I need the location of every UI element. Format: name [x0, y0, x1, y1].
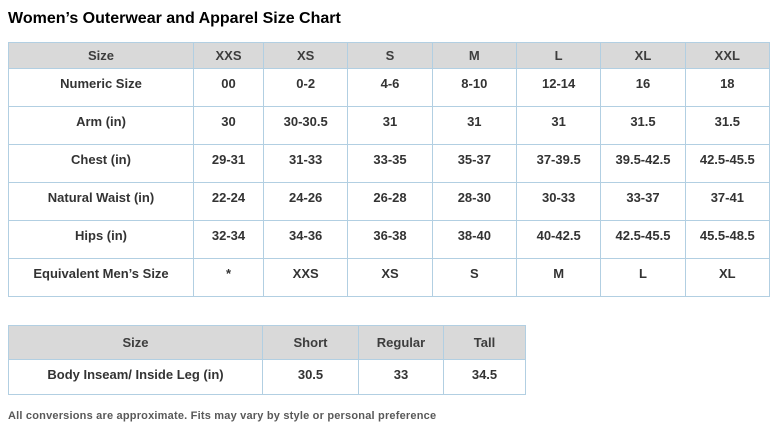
row-label: Body Inseam/ Inside Leg (in) [9, 360, 263, 395]
column-header: M [432, 43, 516, 69]
value-cell: 26-28 [348, 183, 432, 221]
footnote: All conversions are approximate. Fits may vary by style or personal preference [8, 410, 437, 422]
value-cell: 34-36 [264, 221, 348, 259]
value-cell: XS [348, 259, 432, 297]
column-header: Regular [359, 326, 444, 360]
value-cell: 30 [194, 107, 264, 145]
table-row [9, 221, 770, 259]
value-cell: 31 [348, 107, 432, 145]
value-cell: 22-24 [194, 183, 264, 221]
value-cell: 24-26 [264, 183, 348, 221]
value-cell: 42.5-45.5 [601, 221, 685, 259]
table-row [9, 69, 770, 107]
value-cell: 31.5 [601, 107, 685, 145]
value-cell: M [516, 259, 600, 297]
header-row [9, 326, 526, 360]
page-title: Women’s Outerwear and Apparel Size Chart [8, 10, 341, 27]
row-label: Numeric Size [9, 69, 194, 107]
value-cell: 00 [194, 69, 264, 107]
value-cell: 16 [601, 69, 685, 107]
value-cell: 31 [516, 107, 600, 145]
value-cell: 29-31 [194, 145, 264, 183]
value-cell: 42.5-45.5 [685, 145, 769, 183]
value-cell: S [432, 259, 516, 297]
column-header: XXS [194, 43, 264, 69]
value-cell: 8-10 [432, 69, 516, 107]
value-cell: 37-39.5 [516, 145, 600, 183]
header-row [9, 43, 770, 69]
table-row [9, 183, 770, 221]
value-cell: 33-35 [348, 145, 432, 183]
value-cell: L [601, 259, 685, 297]
row-label: Hips (in) [9, 221, 194, 259]
column-header: L [516, 43, 600, 69]
value-cell: 34.5 [444, 360, 526, 395]
value-cell: 30-33 [516, 183, 600, 221]
value-cell: 45.5-48.5 [685, 221, 769, 259]
column-header: XL [601, 43, 685, 69]
value-cell: XXS [264, 259, 348, 297]
value-cell: 18 [685, 69, 769, 107]
table-row [9, 107, 770, 145]
row-label: Arm (in) [9, 107, 194, 145]
column-header: Tall [444, 326, 526, 360]
value-cell: 33 [359, 360, 444, 395]
column-header: S [348, 43, 432, 69]
value-cell: * [194, 259, 264, 297]
column-header: XS [264, 43, 348, 69]
column-header: XXL [685, 43, 769, 69]
value-cell: 30.5 [263, 360, 359, 395]
value-cell: 33-37 [601, 183, 685, 221]
row-label: Equivalent Men’s Size [9, 259, 194, 297]
value-cell: 12-14 [516, 69, 600, 107]
value-cell: 39.5-42.5 [601, 145, 685, 183]
value-cell: 31 [432, 107, 516, 145]
value-cell: 31-33 [264, 145, 348, 183]
value-cell: 4-6 [348, 69, 432, 107]
value-cell: 38-40 [432, 221, 516, 259]
value-cell: 30-30.5 [264, 107, 348, 145]
value-cell: 32-34 [194, 221, 264, 259]
value-cell: XL [685, 259, 769, 297]
table-row [9, 145, 770, 183]
row-label: Natural Waist (in) [9, 183, 194, 221]
table-row [9, 360, 526, 395]
column-header: Short [263, 326, 359, 360]
value-cell: 28-30 [432, 183, 516, 221]
table-row [9, 259, 770, 297]
value-cell: 35-37 [432, 145, 516, 183]
column-header: Size [9, 326, 263, 360]
value-cell: 31.5 [685, 107, 769, 145]
value-cell: 36-38 [348, 221, 432, 259]
row-label: Chest (in) [9, 145, 194, 183]
column-header: Size [9, 43, 194, 69]
size-chart-table [8, 42, 770, 297]
value-cell: 40-42.5 [516, 221, 600, 259]
inseam-table [8, 325, 526, 395]
value-cell: 0-2 [264, 69, 348, 107]
value-cell: 37-41 [685, 183, 769, 221]
